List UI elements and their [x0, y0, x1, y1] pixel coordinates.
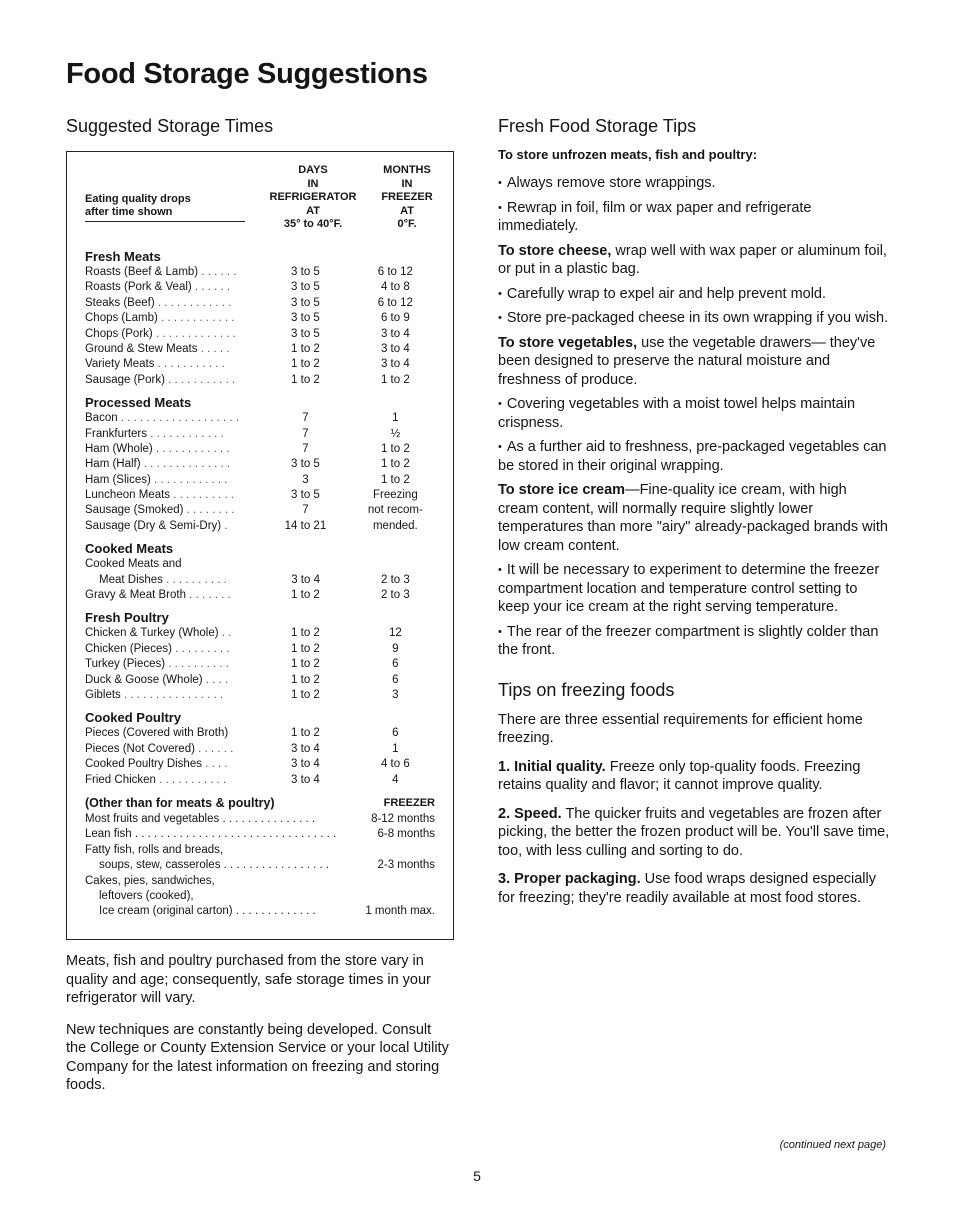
- table-row: [85, 265, 435, 280]
- freezing-tip-3-text: Use food wraps designed especially for freezing; they're readily available at most food stores.: [498, 871, 876, 906]
- food-item: [85, 673, 255, 688]
- leader-dots: . . . . . . . . . . . .: [150, 473, 228, 486]
- food-item: [85, 642, 255, 657]
- food-item: [85, 342, 255, 357]
- food-item: [85, 858, 377, 873]
- food-item-name: Roasts (Beef & Lamb): [85, 266, 199, 278]
- months-line: FREEZER: [381, 191, 433, 203]
- food-item-name: Ham (Whole): [85, 442, 153, 455]
- freezing-tip-1-text: Freeze only top-quality foods. Freezing retains quality and flavor; it cannot improve quality.: [498, 758, 861, 793]
- table-row: [85, 373, 435, 388]
- table-row: [85, 488, 435, 503]
- table-row: [85, 858, 435, 873]
- tip-bullet: • It will be necessary to experiment to determine the freezer compartment location and temperature control setting to keep your ice cream at the right serving temperature.: [498, 561, 890, 617]
- refrigerator-days: 1 to 2: [291, 342, 320, 355]
- other-foods-list: [85, 812, 435, 920]
- table-row: [85, 342, 435, 357]
- refrigerator-days: 1 to 2: [291, 642, 320, 655]
- table-row: [85, 503, 435, 518]
- freezer-months: 6 to 12: [377, 266, 413, 278]
- food-item-name: Bacon: [85, 412, 118, 425]
- leader-dots: . . . . . . . . . . . . .: [152, 327, 236, 340]
- storage-note-2: New techniques are constantly being developed. Consult the College or County Extension Service or your local Utility Company for the latest information on freezing and storing foods.: [66, 1021, 449, 1093]
- freezer-months: 2 to 3: [381, 573, 410, 586]
- table-row: [85, 673, 435, 688]
- page-number: 5: [473, 1168, 481, 1184]
- freezing-tip-1-lead: 1. Initial quality.: [498, 758, 606, 775]
- table-row: [85, 588, 435, 603]
- leader-dots: . . . . . .: [198, 266, 237, 278]
- food-item: [85, 503, 255, 518]
- food-item: [85, 726, 255, 741]
- months-line: MONTHS: [383, 164, 431, 176]
- food-item: [85, 519, 255, 534]
- food-item: [85, 280, 255, 295]
- table-row: [85, 827, 435, 842]
- refrigerator-days: 3 to 5: [291, 458, 320, 471]
- refrigerator-days: 3 to 5: [291, 327, 320, 340]
- table-row: [85, 657, 435, 672]
- freezer-months: 1: [392, 742, 399, 755]
- table-row: [85, 557, 435, 572]
- freezer-months: 12: [388, 627, 402, 640]
- refrigerator-days: 3: [302, 473, 309, 486]
- refrigerator-days: 1 to 2: [291, 589, 320, 602]
- freezer-months: 2 to 3: [380, 589, 410, 602]
- leader-dots: . . . . . . . . . . . .: [147, 427, 224, 440]
- food-item: [85, 373, 255, 388]
- freezing-tip-1: [498, 758, 890, 795]
- food-item: [85, 488, 255, 503]
- food-item: [85, 311, 255, 326]
- food-item-name: Chicken (Pieces): [85, 642, 172, 655]
- tip-bullet: • Covering vegetables with a moist towel helps maintain crispness.: [498, 395, 890, 432]
- refrigerator-days: 1 to 2: [291, 658, 320, 671]
- table-row: [85, 773, 435, 788]
- refrigerator-days: 7: [302, 504, 309, 517]
- food-item: [85, 557, 255, 572]
- food-item: [85, 843, 435, 858]
- refrigerator-days: [255, 557, 356, 572]
- table-row: [85, 688, 435, 703]
- refrigerator-days: 3 to 4: [291, 573, 320, 586]
- freezer-months: 1 to 2: [380, 473, 410, 486]
- food-item-name: Giblets: [85, 688, 121, 701]
- food-item-name: Gravy & Meat Broth: [85, 589, 186, 602]
- table-row: [85, 296, 435, 311]
- food-item-name: Sausage (Smoked): [85, 504, 184, 517]
- food-item: [85, 357, 255, 372]
- refrigerator-days: 1 to 2: [291, 358, 320, 371]
- food-item-name: Ham (Slices): [85, 473, 151, 486]
- refrigerator-days: 1 to 2: [291, 673, 320, 686]
- leader-dots: . . . . . . . . . . . . . . . . . . .: [117, 412, 240, 425]
- freezer-months: 3: [392, 688, 399, 701]
- food-item: [85, 904, 365, 919]
- food-item-name: Turkey (Pieces): [85, 658, 166, 671]
- leader-dots: . . . . .: [197, 342, 230, 355]
- leader-dots: . . . . . . . .: [183, 504, 235, 517]
- days-line: 35° to 40°F.: [283, 218, 343, 230]
- food-item-name: Variety Meats: [85, 358, 155, 371]
- tip-bullet: • Store pre-packaged cheese in its own wrapping if you wish.: [498, 309, 890, 328]
- food-item-name: Fried Chicken: [85, 773, 156, 786]
- food-item-name: Duck & Goose (Whole): [85, 673, 203, 686]
- table-row: [85, 473, 435, 488]
- food-item: [85, 657, 255, 672]
- food-item: [85, 265, 255, 280]
- food-item-name: Sausage (Dry & Semi-Dry): [85, 519, 222, 532]
- refrigerator-days: 1 to 2: [291, 373, 320, 386]
- storage-table: [66, 151, 454, 940]
- food-item: [85, 457, 255, 472]
- freezer-months: mended.: [372, 519, 418, 532]
- food-item: [85, 626, 255, 641]
- other-freezer-label: FREEZER: [383, 796, 435, 809]
- storage-categories: [85, 248, 435, 788]
- table-row: [85, 726, 435, 741]
- food-item: [85, 411, 255, 426]
- freezer-months: 6: [392, 673, 399, 686]
- table-row: [85, 573, 435, 588]
- months-line: 0°F.: [397, 218, 417, 230]
- food-item: [85, 688, 255, 703]
- refrigerator-days: 3 to 4: [291, 758, 320, 771]
- refrigerator-days: 1 to 2: [291, 627, 320, 640]
- table-header: [85, 160, 435, 242]
- freezer-months: 3 to 4: [380, 358, 410, 371]
- refrigerator-days: 14 to 21: [284, 519, 327, 532]
- quality-line-1: Eating quality drops: [85, 193, 191, 205]
- page-title: Food Storage Suggestions: [66, 58, 428, 90]
- cheese-text: wrap well with wax paper or aluminum foil, or put in a plastic bag.: [498, 242, 887, 277]
- food-item-name: Cakes, pies, sandwiches,: [85, 874, 215, 887]
- food-item-name: Meat Dishes: [99, 573, 163, 586]
- ice-cream-text: —Fine-quality ice cream, with high cream content, will normally require slightly lower temperatures than more "airy" already-packaged brands with low cream content.: [498, 482, 888, 554]
- refrigerator-days: 3 to 5: [291, 296, 320, 309]
- refrigerator-days: 3 to 5: [291, 281, 320, 294]
- leader-dots: . . . . . . . . . . . . . . .: [219, 812, 316, 825]
- freezer-time: 6-8 months: [377, 828, 435, 841]
- refrigerator-days: 7: [302, 427, 309, 440]
- refrigerator-days: 3 to 4: [291, 773, 320, 786]
- food-item-name: Ham (Half): [85, 458, 141, 471]
- tip-bullet: • As a further aid to freshness, pre-packaged vegetables can be stored in their original wrapping.: [498, 438, 890, 475]
- leader-dots: . . . . . . . . . .: [170, 489, 234, 502]
- food-item: [85, 889, 435, 904]
- leader-dots: . . . . . . . . . . . .: [157, 312, 235, 325]
- freezing-intro: There are three essential requirements for efficient home freezing.: [498, 711, 863, 746]
- food-item: [85, 442, 255, 457]
- days-line: DAYS: [298, 164, 328, 176]
- vegetables-tip: [498, 334, 890, 390]
- leader-dots: . . . . . . . . . . . . . . . .: [120, 688, 224, 701]
- cheese-lead: To store cheese,: [498, 242, 612, 259]
- leader-dots: . . . . . .: [194, 742, 234, 755]
- food-item: [85, 327, 255, 342]
- freezer-months: 6: [392, 727, 399, 740]
- food-item-name: Ice cream (original carton): [99, 905, 233, 918]
- right-column: [498, 116, 890, 913]
- tip-bullet: • Rewrap in foil, film or wax paper and refrigerate immediately.: [498, 199, 890, 236]
- table-row: [85, 411, 435, 426]
- food-item-name: Luncheon Meats: [85, 489, 171, 502]
- table-row: [85, 280, 435, 295]
- food-item: [85, 874, 435, 889]
- leader-dots: . . . . . .: [191, 281, 231, 294]
- food-item-name: Fatty fish, rolls and breads,: [85, 843, 224, 856]
- quality-line-2: after time shown: [85, 206, 173, 218]
- leader-dots: . . . .: [201, 758, 228, 771]
- leader-dots: . . . .: [202, 673, 229, 686]
- tip-bullet: • Always remove store wrappings.: [498, 174, 890, 193]
- freezer-months: 6: [392, 658, 399, 671]
- leader-dots: . . . . . . . . . .: [165, 658, 229, 671]
- category-heading: Processed Meats: [85, 395, 192, 411]
- ice-cream-tip: [498, 481, 890, 555]
- food-item-name: Steaks (Beef): [85, 296, 155, 309]
- food-item-name: soups, stew, casseroles: [99, 859, 221, 872]
- leader-dots: . . . . . . . . . . . . . . . . . . . . . . . . . . . . . . . .: [131, 828, 337, 841]
- freezer-time: 1 month max.: [365, 905, 435, 918]
- freezing-tip-2-text: The quicker fruits and vegetables are frozen after picking, the better the frozen product will be. You'll save time, too, with less culling and sorting to do.: [498, 805, 890, 859]
- leader-dots: . . . . . . . . . . . . . .: [140, 458, 231, 471]
- table-row: [85, 757, 435, 772]
- food-item: [85, 773, 255, 788]
- freezer-months: ½: [390, 427, 401, 440]
- refrigerator-days: 7: [302, 412, 309, 425]
- food-item: [85, 827, 377, 842]
- leader-dots: . . . . . . . . . . .: [154, 358, 225, 371]
- freezer-months: 4 to 8: [380, 281, 410, 294]
- storage-times-heading: Suggested Storage Times: [66, 116, 274, 136]
- days-line: AT: [306, 204, 320, 217]
- table-row: [85, 427, 435, 442]
- food-item-name: Pieces (Not Covered): [85, 742, 195, 755]
- category-heading: Fresh Poultry: [85, 610, 169, 626]
- freezer-time: 2-3 months: [377, 859, 435, 872]
- food-item-name: Pieces (Covered with Broth): [85, 727, 229, 740]
- quality-header: [85, 193, 245, 222]
- table-row: [85, 812, 435, 827]
- continued-note: (continued next page): [779, 1139, 886, 1151]
- cheese-tip: [498, 242, 890, 279]
- freezing-tip-3: [498, 870, 890, 907]
- food-item-name: leftovers (cooked),: [99, 889, 194, 902]
- table-row: [85, 442, 435, 457]
- food-item-name: Chops (Lamb): [85, 312, 158, 325]
- freezing-tip-3-lead: 3. Proper packaging.: [498, 871, 641, 887]
- freezer-months: 3 to 4: [380, 342, 410, 355]
- freezing-tip-2-lead: 2. Speed.: [498, 805, 562, 822]
- food-item-name: Lean fish: [85, 828, 132, 841]
- food-item-name: Cooked Poultry Dishes: [85, 758, 202, 771]
- leader-dots: . . . . . . . . .: [171, 642, 230, 655]
- food-item: [85, 812, 371, 827]
- freezer-months: 9: [392, 642, 399, 655]
- table-row: [85, 519, 435, 534]
- months-header: [367, 164, 447, 232]
- freezing-tips-heading: Tips on freezing foods: [498, 679, 675, 700]
- leader-dots: . . . . . . . . . . . . . . . . .: [220, 859, 330, 872]
- food-item-name: Chops (Pork): [85, 327, 153, 340]
- refrigerator-days: 3 to 4: [291, 742, 320, 755]
- table-row: [85, 457, 435, 472]
- category-heading: Cooked Meats: [85, 541, 174, 557]
- ice-cream-lead: To store ice cream: [498, 482, 626, 498]
- table-row: [85, 843, 435, 858]
- refrigerator-days: 7: [302, 442, 309, 455]
- food-item: [85, 473, 255, 488]
- table-row: [85, 904, 435, 919]
- leader-dots: . . . . . . . . . . . .: [152, 442, 230, 455]
- table-row: [85, 327, 435, 342]
- freezer-months: Freezing: [372, 489, 418, 502]
- days-line: IN: [307, 177, 319, 190]
- refrigerator-days: 3 to 5: [291, 266, 320, 278]
- table-row: [85, 626, 435, 641]
- freezer-months: [356, 557, 435, 572]
- freezer-months: not recom-: [367, 504, 423, 517]
- food-item: [85, 573, 255, 588]
- leader-dots: . . . . . . . . . . .: [155, 773, 227, 786]
- refrigerator-days: 3 to 5: [291, 489, 320, 502]
- leader-dots: . . . . . . . . . . . . .: [232, 905, 316, 918]
- months-line: IN: [401, 177, 413, 190]
- leader-dots: .: [221, 519, 228, 532]
- table-row: [85, 742, 435, 757]
- refrigerator-days: 1 to 2: [291, 688, 320, 701]
- food-item: [85, 757, 255, 772]
- freezer-months: 3 to 4: [380, 327, 410, 340]
- freezer-months: 1 to 2: [380, 458, 410, 471]
- storage-note-1: Meats, fish and poultry purchased from the store vary in quality and age; consequently, safe storage times in your refrigerator will vary.: [66, 953, 431, 1006]
- category-heading: Cooked Poultry: [85, 710, 182, 726]
- food-item: [85, 742, 255, 757]
- food-item: [85, 296, 255, 311]
- other-foods-title: (Other than for meats & poultry): [85, 795, 275, 810]
- freezer-months: 6 to 12: [377, 296, 413, 309]
- leader-dots: . . . . . . . . . . . .: [154, 296, 232, 309]
- food-item-name: Sausage (Pork): [85, 373, 165, 386]
- leader-dots: . . . . . . . . . .: [162, 573, 227, 586]
- category-heading: Fresh Meats: [85, 249, 161, 264]
- refrigerator-days: 1 to 2: [291, 727, 320, 740]
- food-item-name: Roasts (Pork & Veal): [85, 281, 192, 294]
- freezer-months: 1 to 2: [380, 373, 410, 386]
- vegetables-text: use the vegetable drawers— they've been designed to preserve the natural moisture and freshness of produce.: [498, 334, 876, 388]
- vegetables-lead: To store vegetables,: [498, 334, 638, 351]
- refrigerator-days: 3 to 5: [291, 312, 320, 325]
- leader-dots: . . . . . . .: [185, 589, 231, 602]
- other-foods-header: [85, 795, 435, 812]
- table-row: [85, 642, 435, 657]
- food-item: [85, 427, 255, 442]
- freezer-months: 1: [392, 412, 399, 425]
- table-row: [85, 311, 435, 326]
- food-item-name: Frankfurters: [85, 427, 147, 440]
- food-item-name: Ground & Stew Meats: [85, 342, 198, 355]
- leader-dots: . . . . . . . . . . .: [164, 373, 236, 386]
- fresh-tips-heading: Fresh Food Storage Tips: [498, 116, 697, 136]
- food-item-name: Most fruits and vegetables: [85, 812, 220, 825]
- left-column: [66, 116, 458, 1095]
- fresh-tips-subheading: To store unfrozen meats, fish and poultry:: [498, 147, 758, 162]
- months-line: AT: [400, 204, 414, 217]
- table-row: [85, 889, 435, 904]
- tip-bullet: • The rear of the freezer compartment is slightly colder than the front.: [498, 623, 890, 660]
- freezer-months: 6 to 9: [380, 312, 410, 325]
- table-row: [85, 357, 435, 372]
- tip-bullet: • Carefully wrap to expel air and help prevent mold.: [498, 285, 890, 304]
- days-line: REFRIGERATOR: [269, 191, 357, 203]
- food-item-name: Cooked Meats and: [85, 558, 182, 571]
- leader-dots: . .: [218, 627, 232, 640]
- freezer-months: 4: [392, 773, 399, 786]
- freezer-time: 8-12 months: [371, 812, 435, 825]
- freezer-months: 4 to 6: [380, 758, 410, 771]
- food-item: [85, 588, 255, 603]
- food-item-name: Chicken & Turkey (Whole): [85, 627, 219, 640]
- table-row: [85, 874, 435, 889]
- freezing-tip-2: [498, 805, 890, 861]
- days-header: [261, 164, 365, 232]
- freezer-months: 1 to 2: [380, 442, 410, 455]
